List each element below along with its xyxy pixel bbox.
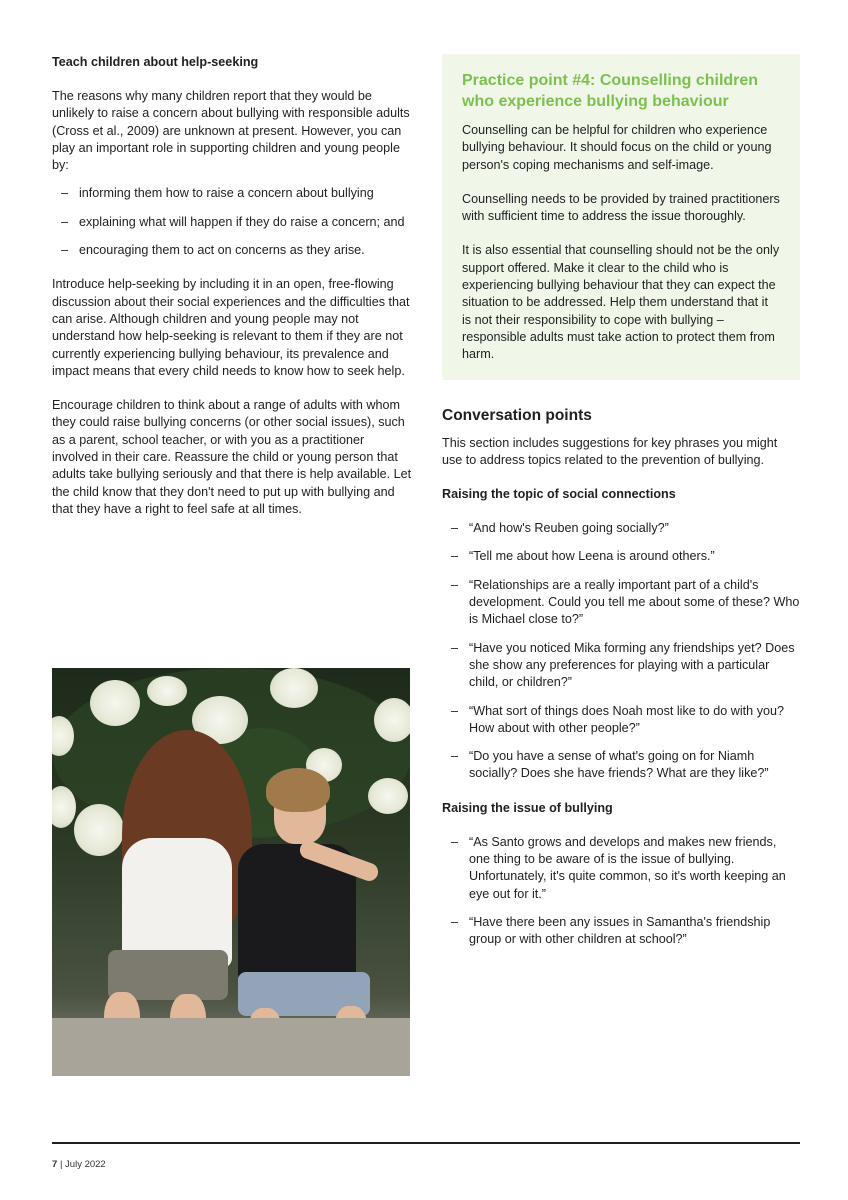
footer-divider [52,1142,800,1144]
footer-date: July 2022 [65,1159,106,1170]
list-item: – explaining what will happen if they do raise a concern; and [52,214,412,231]
practice-paragraph: Counselling can be helpful for children who experience bullying behaviour. It should focus on the child or young person's coping mechanisms and self-image. [462,123,772,172]
bullying-issue-heading: Raising the issue of bullying [442,800,613,815]
conversation-points-heading: Conversation points [442,406,592,424]
intro-paragraph: The reasons why many children report that they would be unlikely to raise a concern about bullying with responsible adults (Cross et al., 2009) are unknown at present. However, you can play an important role in supporting children and young people by: [52,89,410,173]
list-item: – “And how's Reuben going socially?” [442,520,800,537]
support-list [52,185,412,259]
children-photo [52,668,410,1076]
list-item: – “Have there been any issues in Samantha's friendship group or with other children at school?” [442,914,800,949]
practice-paragraph: It is also essential that counselling should not be the only support offered. Make it clear to the child who is experiencing bullying behaviour that they can expect the situation to be addressed. Help them understand that it is not their responsibility to cope with bullying – responsible adults must take action to protect them from harm. [462,243,780,362]
social-connections-list [442,520,800,783]
list-item: – “What sort of things does Noah most like to do with you? How about with other people?” [442,703,800,738]
practice-paragraph: Counselling needs to be provided by trained practitioners with sufficient time to address the issue thoroughly. [462,191,780,224]
bullying-issue-list [442,834,800,949]
footer-separator: | [59,1159,63,1170]
list-item: – encouraging them to act on concerns as they arise. [52,242,412,259]
help-seeking-heading: Teach children about help-seeking [52,55,259,69]
list-item: – “As Santo grows and develops and makes new friends, one thing to be aware of is the issue of bullying. Unfortunately, it's quite common, so it's worth keeping an eye out for it.” [442,834,800,903]
list-item: – “Have you noticed Mika forming any friendships yet? Does she show any preferences for playing with a particular child, or children?” [442,640,800,692]
practice-point-title: Practice point #4: Counselling children who experience bullying behaviour [462,72,759,110]
social-connections-heading: Raising the topic of social connections [442,487,676,502]
page-number: 7 [52,1159,58,1170]
list-item: – informing them how to raise a concern about bullying [52,185,412,202]
help-seeking-paragraph: Introduce help-seeking by including it in an open, free-flowing discussion about their social experiences and the difficulties that can arise. Although children and young people may not understand how help-seeking is relevant to them if they are not currently experiencing bullying behaviour, its prevalence and impact means that every child needs to know how to seek help. [52,277,410,378]
list-item: – “Tell me about how Leena is around others.” [442,548,800,565]
list-item: – “Relationships are a really important part of a child's development. Could you tell me about some of these? Who is Michael close to?” [442,577,800,629]
footer [52,1159,106,1171]
practice-point-box [442,54,800,380]
adults-paragraph: Encourage children to think about a range of adults with whom they could raise bullying concerns (or other social issues), such as a parent, school teacher, or with you as a practitioner involved in their care. Reassure the child or young person that adults take bullying seriously and that there is help available. Let the child know that they don't need to put up with bullying and that they have a right to feel safe at all times. [52,398,412,516]
right-column [442,54,800,949]
list-item: – “Do you have a sense of what's going on for Niamh socially? Does she have friends? What are they like?” [442,748,800,783]
conversation-intro: This section includes suggestions for key phrases you might use to address topics related to the prevention of bullying. [442,435,778,467]
left-column [52,54,412,518]
